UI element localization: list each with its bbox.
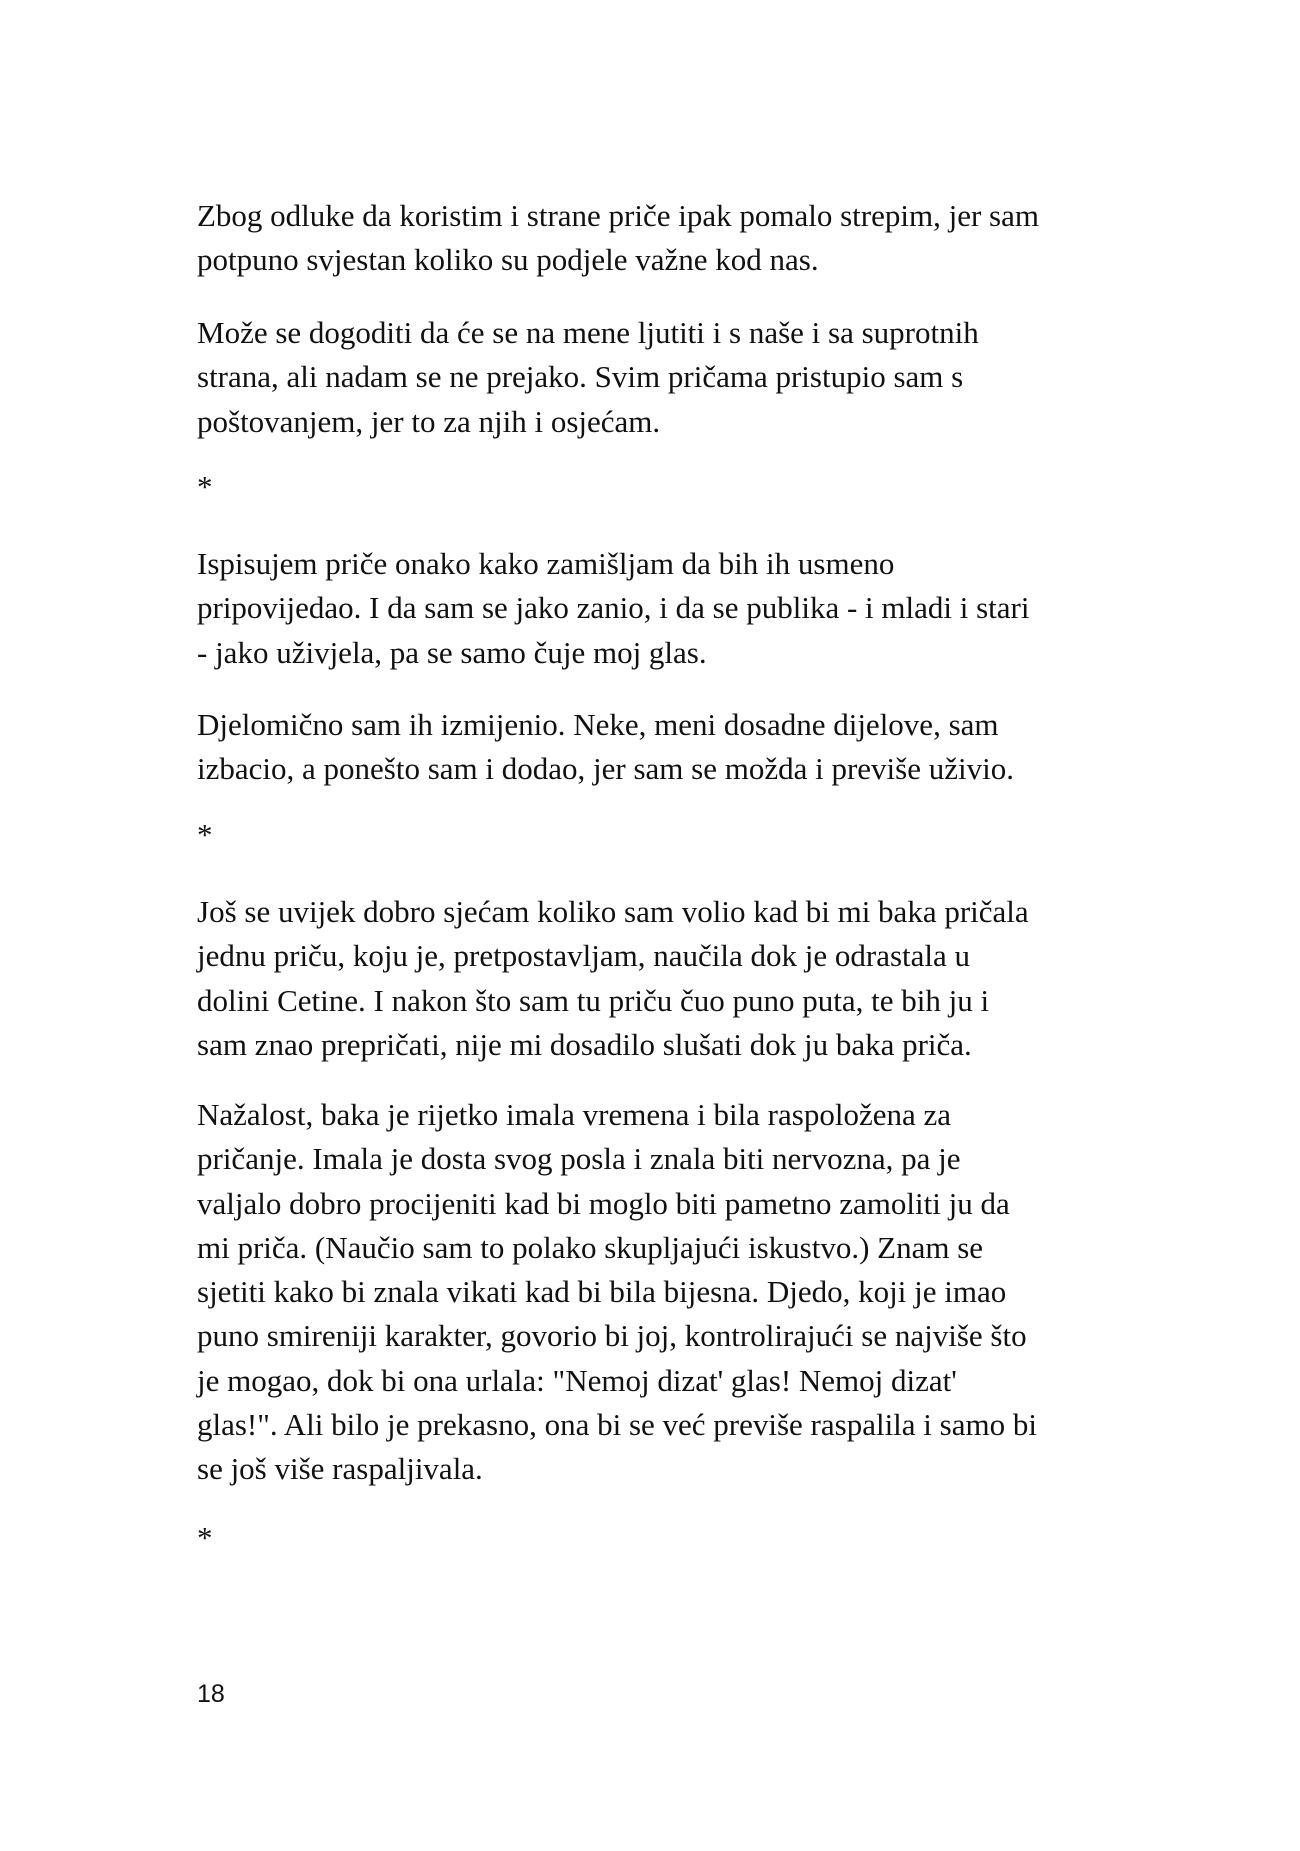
text-line: - jako uživjela, pa se samo čuje moj glas. (197, 634, 707, 670)
text-line: puno smireniji karakter, govorio bi joj, kontrolirajući se najviše što (197, 1318, 1027, 1354)
paragraph (197, 703, 1014, 792)
text-line: strana, ali nadam se ne prejako. Svim pričama pristupio sam s (197, 359, 964, 395)
text-line: Ispisujem priče onako kako zamišljam da bih ih usmeno (197, 546, 895, 581)
paragraph (197, 890, 1029, 1067)
text-line: je mogao, dok bi ona urlala: "Nemoj dizat' glas! Nemoj dizat' (197, 1362, 957, 1398)
paragraph (197, 311, 979, 444)
text-line: valjalo dobro procijeniti kad bi moglo biti pametno zamoliti ju da (197, 1185, 1010, 1221)
text-line: dolini Cetine. I nakon što sam tu priču čuo puno puta, te bih ju i (197, 982, 990, 1018)
text-line: * (197, 469, 213, 504)
text-line: Može se dogoditi da će se na mene ljutiti i s naše i sa suprotnih (197, 315, 979, 350)
text-line: Još se uvijek dobro sjećam koliko sam volio kad bi mi baka pričala (197, 894, 1029, 929)
section-separator (197, 1516, 213, 1560)
text-line: * (197, 817, 213, 852)
text-line: pričanje. Imala je dosta svog posla i znala biti nervozna, pa je (197, 1141, 961, 1177)
text-line: sjetiti kako bi znala vikati kad bi bila bijesna. Djedo, koji je imao (197, 1274, 1007, 1310)
section-separator (197, 813, 213, 857)
text-line: jednu priču, koju je, pretpostavljam, naučila dok je odrastala u (197, 938, 971, 974)
text-line: mi priča. (Naučio sam to polako skupljajući iskustvo.) Znam se (197, 1229, 984, 1265)
text-line: Djelomično sam ih izmijenio. Neke, meni dosadne dijelove, sam (197, 707, 999, 742)
text-line: sam znao prepričati, nije mi dosadilo slušati dok ju baka priča. (197, 1026, 972, 1062)
text-line: * (197, 1520, 213, 1555)
text-line: izbacio, a ponešto sam i dodao, jer sam se možda i previše uživio. (197, 751, 1014, 787)
text-line: glas!". Ali bilo je prekasno, ona bi se već previše raspalila i samo bi (197, 1407, 1037, 1443)
text-line: poštovanjem, jer to za njih i osjećam. (197, 403, 661, 439)
section-separator (197, 465, 213, 509)
text-line: pripovijedao. I da sam se jako zanio, i da se publika - i mladi i stari (197, 590, 1030, 626)
page-number: 18 (197, 1680, 225, 1708)
text-line: Nažalost, baka je rijetko imala vremena i bila raspoložena za (197, 1097, 951, 1132)
paragraph (197, 542, 1029, 675)
text-line: Zbog odluke da koristim i strane priče ipak pomalo strepim, jer sam (197, 198, 1039, 233)
paragraph (197, 1093, 1037, 1492)
text-line: se još više raspaljivala. (197, 1451, 483, 1487)
paragraph (197, 194, 1039, 283)
text-line: potpuno svjestan koliko su podjele važne kod nas. (197, 242, 819, 278)
